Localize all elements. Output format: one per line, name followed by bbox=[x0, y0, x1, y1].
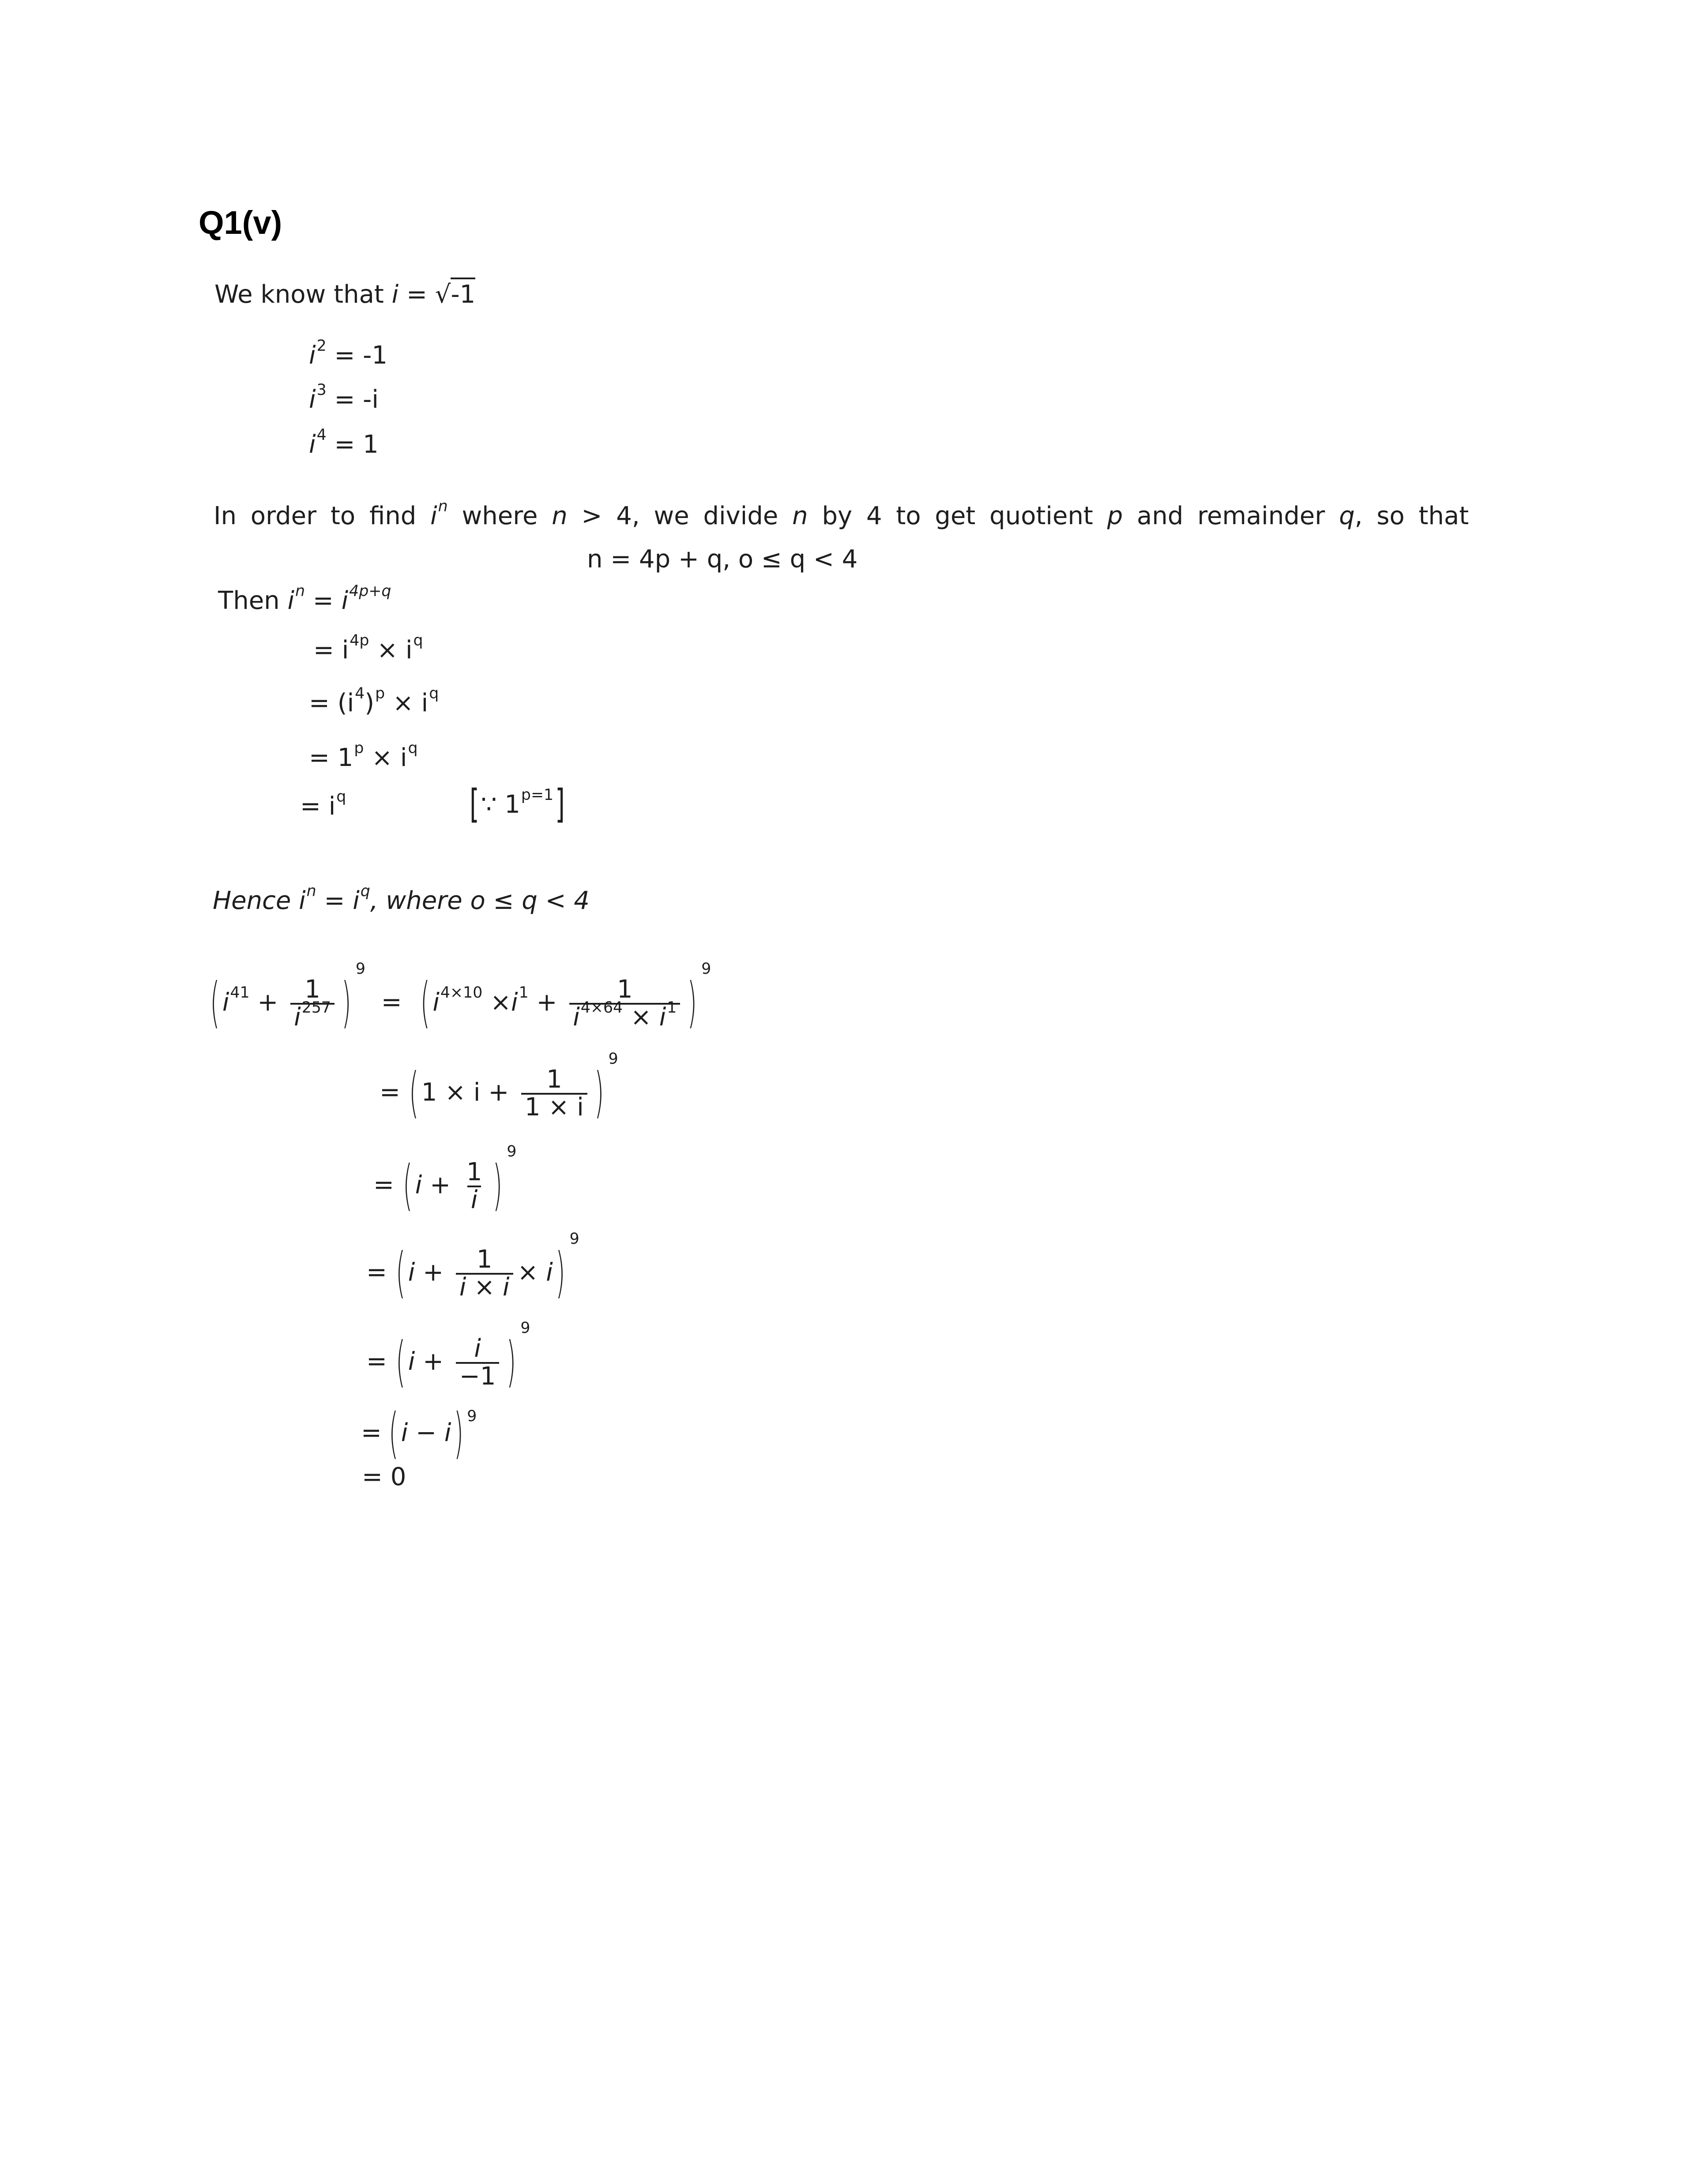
question-heading: Q1(v) bbox=[199, 204, 282, 241]
calc-line-3: = ( i + $\frac{1}{i}$ )$^9$ bbox=[373, 1143, 517, 1218]
calc-line-4: = ( i + $\frac{1}{i \times i}$ × i )$^9$ bbox=[366, 1230, 579, 1305]
then-line: Then $i^n = i^{4p+q}$ bbox=[218, 582, 391, 615]
calc-5-fraction: $\frac{i}{-1}$ bbox=[456, 1336, 500, 1390]
calc-4-fraction: $\frac{1}{i \times i}$ bbox=[456, 1247, 513, 1301]
power-i3: $i^3 = -i$ bbox=[309, 381, 379, 414]
calc-line-2: = ( 1 × i + $\frac{1}{1 \times i}$ )$^9$ bbox=[380, 1050, 618, 1125]
because-note: [∵ $1^{p=1}$] bbox=[470, 781, 565, 828]
step-2: = $(i^4)^p \times i^q$ bbox=[309, 684, 439, 717]
intro-i: i bbox=[391, 280, 399, 309]
calc-1-lhs-fraction: $\frac{1}{i^{257}}$ bbox=[290, 977, 335, 1031]
intro-prefix: We know that bbox=[214, 280, 392, 309]
calc-line-7: = 0 bbox=[362, 1463, 406, 1491]
intro-sqrt: = √ bbox=[399, 280, 451, 309]
calc-2-fraction: $\frac{1}{1 \times i}$ bbox=[521, 1067, 587, 1121]
step-3: = $1^p \times i^q$ bbox=[309, 739, 418, 772]
step-4: = $i^q$ bbox=[300, 788, 346, 821]
power-i2: $i^2 = -1$ bbox=[309, 337, 388, 370]
intro-line bbox=[214, 282, 475, 307]
order-paragraph: In order to find $i^n$ where n > 4, we divide n by 4 to get quotient p and remainder q, so that bbox=[214, 497, 1469, 530]
step-1: = $i^{4p} \times i^q$ bbox=[313, 631, 423, 664]
power-i4: $i^4 = 1$ bbox=[309, 426, 379, 459]
calc-line-6: = ( i − i ) $^9$ bbox=[361, 1402, 477, 1466]
calc-line-5: = ( i + $\frac{i}{-1}$ )$^9$ bbox=[366, 1319, 530, 1394]
intro-radicand: -1 bbox=[451, 278, 475, 309]
calc-3-fraction: $\frac{1}{i}$ bbox=[466, 1158, 482, 1215]
calc-1-rhs-fraction: $\frac{1}{i^{4\times 64} \times i^1}$ bbox=[569, 977, 680, 1031]
division-equation: n = 4p + q, o ≤ q < 4 bbox=[587, 545, 858, 574]
calc-line-1: ( $i^{41}$ + $\frac{1}{i^{257}}$ )$^9$ = ( $i^{4\times 10} \times i^1$ + $\frac{1}{i^{4\times 64} \times i^1}$ )$^9$ bbox=[210, 960, 711, 1035]
hence-line: Hence $i^n = i^q$, where o ≤ q < 4 bbox=[213, 882, 590, 915]
